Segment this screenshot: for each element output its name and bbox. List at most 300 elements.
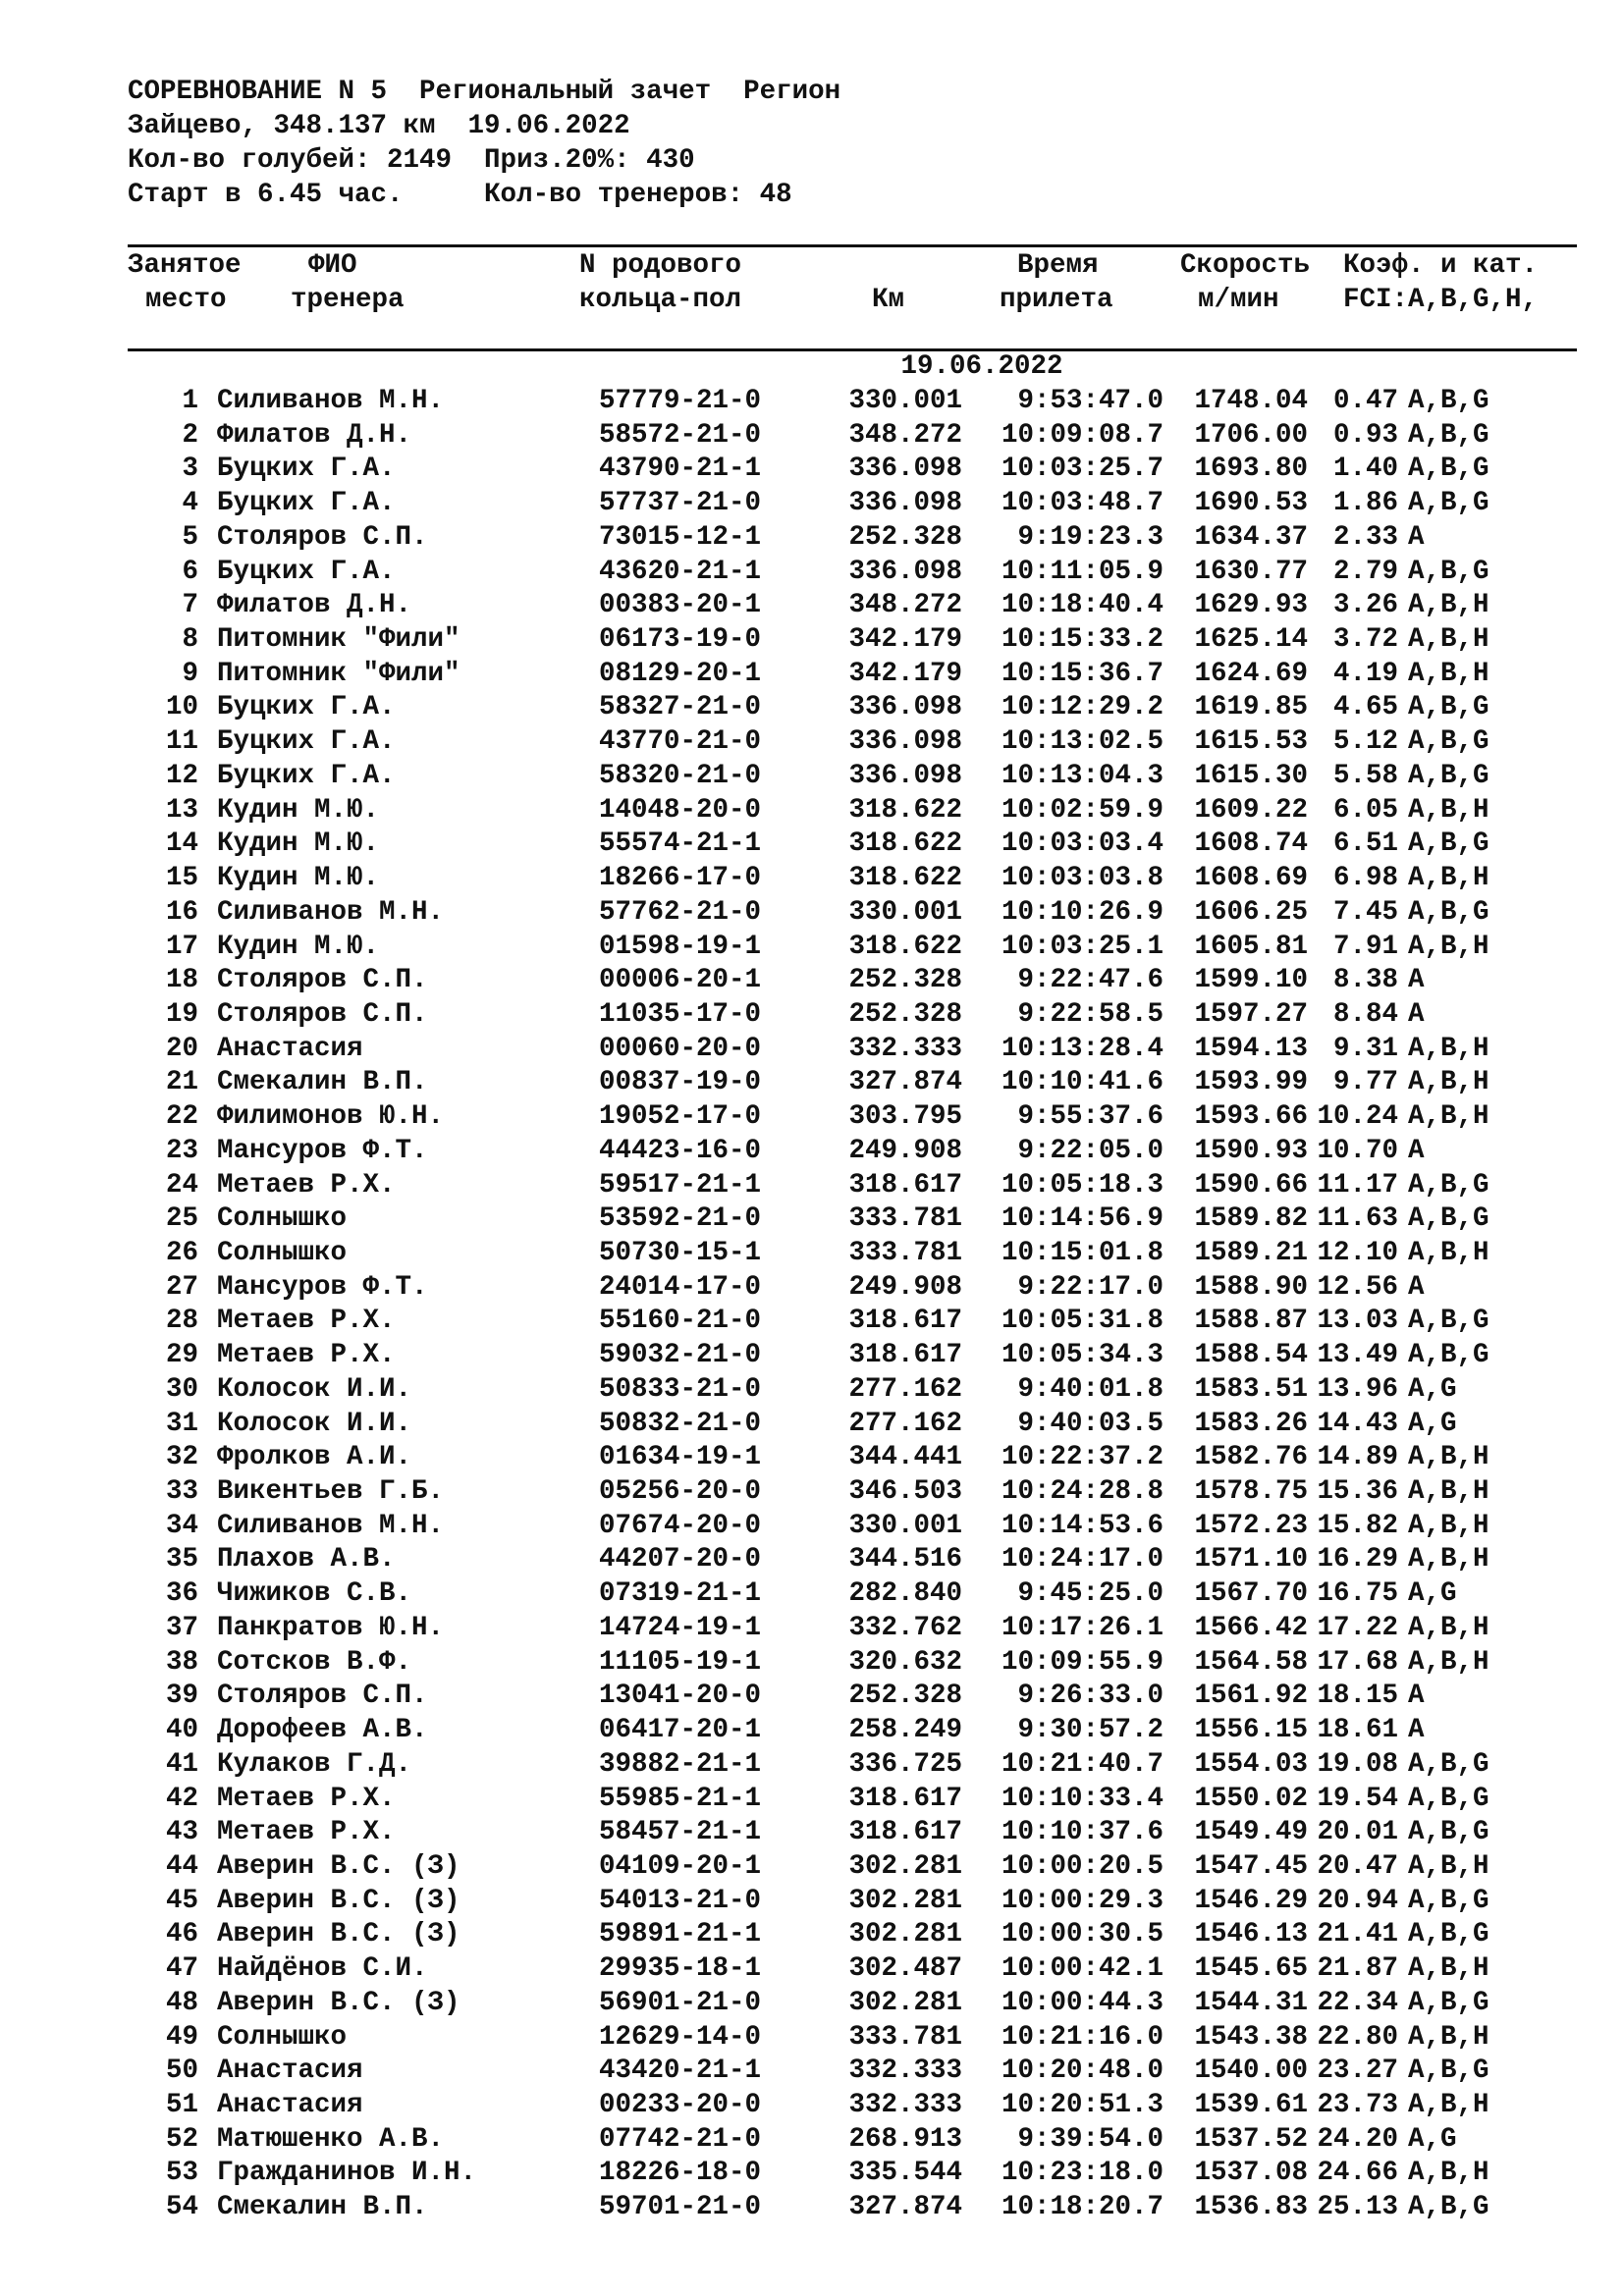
cell-trainer: Аверин В.С. (З) xyxy=(217,1987,460,2018)
cell-cat: A xyxy=(1408,965,1425,996)
cell-coef: 24.66 xyxy=(1317,2158,1398,2189)
cell-speed: 1588.54 xyxy=(1194,1340,1308,1371)
cell-place: 49 xyxy=(165,2021,198,2053)
cell-trainer: Буцких Г.А. xyxy=(217,556,396,587)
cell-place: 36 xyxy=(165,1578,198,1610)
cell-trainer: Мансуров Ф.Т. xyxy=(217,1271,428,1303)
cell-ring: 43620-21-1 xyxy=(599,556,762,587)
cell-ring: 19052-17-0 xyxy=(599,1101,762,1133)
col-speed-2: м/мин xyxy=(1198,285,1279,315)
cell-trainer: Плахов А.В. xyxy=(217,1544,396,1575)
cell-ring: 50833-21-0 xyxy=(599,1373,762,1405)
cell-speed: 1634.37 xyxy=(1194,521,1308,553)
table-row xyxy=(0,1065,1624,1099)
cell-speed: 1629.93 xyxy=(1194,590,1308,621)
cell-time: 9:26:33.0 xyxy=(1017,1681,1164,1712)
cell-time: 10:00:42.1 xyxy=(1001,1953,1164,1985)
table-row xyxy=(0,2156,1624,2190)
cell-ring: 56901-21-0 xyxy=(599,1987,762,2018)
cell-speed: 1693.80 xyxy=(1194,454,1308,485)
cell-place: 25 xyxy=(165,1203,198,1235)
cell-ring: 06173-19-0 xyxy=(599,624,762,656)
cell-cat: A,G xyxy=(1408,2123,1457,2155)
table-row xyxy=(0,555,1624,589)
cell-ring: 50832-21-0 xyxy=(599,1408,762,1439)
cell-speed: 1593.66 xyxy=(1194,1101,1308,1133)
cell-trainer: Колосок И.И. xyxy=(217,1408,412,1439)
cell-place: 41 xyxy=(165,1748,198,1780)
cell-cat: A,B,H xyxy=(1408,1033,1489,1064)
cell-time: 9:22:47.6 xyxy=(1017,965,1164,996)
cell-km: 342.179 xyxy=(848,658,962,689)
cell-ring: 59891-21-1 xyxy=(599,1919,762,1950)
cell-ring: 50730-15-1 xyxy=(599,1238,762,1268)
cell-km: 342.179 xyxy=(848,624,962,656)
cell-time: 10:10:33.4 xyxy=(1001,1783,1164,1814)
table-row xyxy=(0,1782,1624,1816)
cell-trainer: Силиванов М.Н. xyxy=(217,386,445,416)
cell-trainer: Найдёнов С.И. xyxy=(217,1953,428,1985)
cell-ring: 57762-21-0 xyxy=(599,896,762,928)
cell-speed: 1536.83 xyxy=(1194,2192,1308,2223)
pigeon-count: Кол-во голубей: 2149 Приз.20%: 430 xyxy=(128,145,695,176)
cell-speed: 1572.23 xyxy=(1194,1510,1308,1541)
cell-trainer: Сотсков В.Ф. xyxy=(217,1646,412,1678)
cell-cat: A,B,H xyxy=(1408,1544,1489,1575)
cell-speed: 1619.85 xyxy=(1194,692,1308,723)
cell-km: 333.781 xyxy=(848,1203,962,1235)
cell-coef: 6.05 xyxy=(1332,794,1398,826)
cell-km: 318.617 xyxy=(848,1817,962,1848)
table-row xyxy=(0,963,1624,997)
cell-coef: 19.08 xyxy=(1317,1748,1398,1780)
col-time-1: Время xyxy=(1017,250,1099,281)
cell-trainer: Дорофеев А.В. xyxy=(217,1715,428,1746)
cell-ring: 58457-21-1 xyxy=(599,1817,762,1848)
table-row xyxy=(0,622,1624,657)
cell-cat: A,B,G xyxy=(1408,2192,1489,2223)
cell-km: 336.098 xyxy=(848,488,962,519)
cell-km: 318.622 xyxy=(848,863,962,894)
cell-ring: 07674-20-0 xyxy=(599,1510,762,1541)
cell-cat: A,B,G xyxy=(1408,1987,1489,2018)
cell-time: 10:03:03.8 xyxy=(1001,863,1164,894)
cell-place: 4 xyxy=(182,488,198,519)
cell-speed: 1561.92 xyxy=(1194,1681,1308,1712)
cell-ring: 00006-20-1 xyxy=(599,965,762,996)
cell-ring: 00060-20-0 xyxy=(599,1033,762,1064)
cell-speed: 1615.30 xyxy=(1194,760,1308,791)
table-row xyxy=(0,1338,1624,1372)
cell-km: 335.544 xyxy=(848,2158,962,2189)
cell-time: 9:45:25.0 xyxy=(1017,1578,1164,1610)
col-coef-1: Коэф. и кат. xyxy=(1343,250,1539,281)
cell-ring: 53592-21-0 xyxy=(599,1203,762,1235)
cell-trainer: Аверин В.С. (З) xyxy=(217,1885,460,1916)
cell-place: 15 xyxy=(165,863,198,894)
cell-speed: 1593.99 xyxy=(1194,1067,1308,1098)
cell-coef: 23.27 xyxy=(1317,2056,1398,2087)
cell-coef: 12.10 xyxy=(1317,1238,1398,1268)
col-coef-2: FCI:A,B,G,H, xyxy=(1343,285,1539,315)
cell-ring: 59032-21-0 xyxy=(599,1340,762,1371)
cell-speed: 1556.15 xyxy=(1194,1715,1308,1746)
cell-cat: A,B,G xyxy=(1408,1306,1489,1337)
cell-ring: 55160-21-0 xyxy=(599,1306,762,1337)
cell-coef: 11.63 xyxy=(1317,1203,1398,1235)
cell-place: 24 xyxy=(165,1169,198,1201)
cell-place: 45 xyxy=(165,1885,198,1916)
cell-coef: 4.19 xyxy=(1332,658,1398,689)
cell-place: 31 xyxy=(165,1408,198,1439)
cell-km: 277.162 xyxy=(848,1373,962,1405)
cell-speed: 1582.76 xyxy=(1194,1442,1308,1473)
table-row xyxy=(0,1168,1624,1202)
table-row xyxy=(0,1645,1624,1680)
table-row xyxy=(0,1134,1624,1168)
cell-speed: 1589.82 xyxy=(1194,1203,1308,1235)
cell-trainer: Питомник "Фили" xyxy=(217,658,460,689)
cell-km: 302.281 xyxy=(848,1987,962,2018)
cell-time: 10:15:36.7 xyxy=(1001,658,1164,689)
table-row xyxy=(0,418,1624,453)
cell-coef: 5.58 xyxy=(1332,760,1398,791)
cell-ring: 54013-21-0 xyxy=(599,1885,762,1916)
cell-coef: 10.24 xyxy=(1317,1101,1398,1133)
cell-place: 46 xyxy=(165,1919,198,1950)
cell-place: 16 xyxy=(165,896,198,928)
cell-ring: 12629-14-0 xyxy=(599,2021,762,2053)
cell-km: 252.328 xyxy=(848,1681,962,1712)
cell-coef: 2.79 xyxy=(1332,556,1398,587)
cell-cat: A,B,G xyxy=(1408,726,1489,758)
cell-place: 9 xyxy=(182,658,198,689)
cell-ring: 05256-20-0 xyxy=(599,1476,762,1508)
cell-ring: 18266-17-0 xyxy=(599,863,762,894)
cell-km: 318.617 xyxy=(848,1783,962,1814)
cell-cat: A,B,G xyxy=(1408,1748,1489,1780)
table-row xyxy=(0,1509,1624,1543)
cell-place: 3 xyxy=(182,454,198,485)
table-row xyxy=(0,1372,1624,1407)
cell-speed: 1590.66 xyxy=(1194,1169,1308,1201)
cell-trainer: Силиванов М.Н. xyxy=(217,1510,445,1541)
table-row xyxy=(0,930,1624,964)
cell-coef: 20.47 xyxy=(1317,1850,1398,1882)
table-row xyxy=(0,1884,1624,1918)
table-row xyxy=(0,1849,1624,1884)
cell-speed: 1608.74 xyxy=(1194,828,1308,860)
cell-place: 11 xyxy=(165,726,198,758)
cell-ring: 04109-20-1 xyxy=(599,1850,762,1882)
cell-time: 9:40:01.8 xyxy=(1017,1373,1164,1405)
cell-cat: A xyxy=(1408,1271,1425,1303)
cell-ring: 14724-19-1 xyxy=(599,1612,762,1643)
cell-ring: 13041-20-0 xyxy=(599,1681,762,1712)
cell-time: 10:13:02.5 xyxy=(1001,726,1164,758)
cell-km: 330.001 xyxy=(848,386,962,416)
cell-ring: 08129-20-1 xyxy=(599,658,762,689)
cell-time: 10:13:28.4 xyxy=(1001,1033,1164,1064)
cell-cat: A,B,H xyxy=(1408,1646,1489,1678)
col-speed-1: Скорость xyxy=(1180,250,1311,281)
cell-place: 38 xyxy=(165,1646,198,1678)
cell-place: 32 xyxy=(165,1442,198,1473)
cell-coef: 16.75 xyxy=(1317,1578,1398,1610)
cell-cat: A xyxy=(1408,521,1425,553)
cell-speed: 1567.70 xyxy=(1194,1578,1308,1610)
cell-km: 320.632 xyxy=(848,1646,962,1678)
cell-cat: A,B,H xyxy=(1408,794,1489,826)
cell-ring: 00383-20-1 xyxy=(599,590,762,621)
cell-km: 252.328 xyxy=(848,965,962,996)
cell-cat: A,B,G xyxy=(1408,419,1489,451)
cell-km: 336.098 xyxy=(848,726,962,758)
cell-time: 10:00:29.3 xyxy=(1001,1885,1164,1916)
cell-ring: 73015-12-1 xyxy=(599,521,762,553)
cell-km: 336.098 xyxy=(848,760,962,791)
cell-time: 10:05:18.3 xyxy=(1001,1169,1164,1201)
cell-trainer: Буцких Г.А. xyxy=(217,760,396,791)
cell-time: 10:20:48.0 xyxy=(1001,2056,1164,2087)
cell-cat: A,B,H xyxy=(1408,1850,1489,1882)
cell-trainer: Анастасия xyxy=(217,1033,363,1064)
cell-cat: A,B,H xyxy=(1408,1612,1489,1643)
cell-cat: A,B,H xyxy=(1408,931,1489,962)
cell-ring: 00837-19-0 xyxy=(599,1067,762,1098)
cell-place: 47 xyxy=(165,1953,198,1985)
cell-trainer: Буцких Г.А. xyxy=(217,454,396,485)
cell-km: 327.874 xyxy=(848,1067,962,1098)
cell-km: 332.333 xyxy=(848,2090,962,2120)
cell-trainer: Смекалин В.П. xyxy=(217,2192,428,2223)
cell-ring: 43770-21-0 xyxy=(599,726,762,758)
table-row xyxy=(0,1407,1624,1441)
cell-speed: 1544.31 xyxy=(1194,1987,1308,2018)
cell-km: 303.795 xyxy=(848,1101,962,1133)
col-name-2: тренера xyxy=(291,285,405,315)
table-row xyxy=(0,2190,1624,2224)
cell-coef: 13.03 xyxy=(1317,1306,1398,1337)
cell-place: 12 xyxy=(165,760,198,791)
cell-time: 10:12:29.2 xyxy=(1001,692,1164,723)
cell-speed: 1625.14 xyxy=(1194,624,1308,656)
cell-trainer: Кудин М.Ю. xyxy=(217,931,380,962)
cell-km: 332.762 xyxy=(848,1612,962,1643)
cell-cat: A,B,H xyxy=(1408,1476,1489,1508)
cell-place: 27 xyxy=(165,1271,198,1303)
cell-coef: 6.98 xyxy=(1332,863,1398,894)
cell-speed: 1540.00 xyxy=(1194,2056,1308,2087)
header-rule xyxy=(128,348,1577,351)
cell-speed: 1546.29 xyxy=(1194,1885,1308,1916)
cell-cat: A,B,H xyxy=(1408,1510,1489,1541)
cell-speed: 1594.13 xyxy=(1194,1033,1308,1064)
cell-time: 10:03:48.7 xyxy=(1001,488,1164,519)
col-km: Км xyxy=(872,285,905,315)
cell-trainer: Столяров С.П. xyxy=(217,521,428,553)
cell-coef: 4.65 xyxy=(1332,692,1398,723)
cell-speed: 1690.53 xyxy=(1194,488,1308,519)
table-row xyxy=(0,724,1624,759)
cell-coef: 7.45 xyxy=(1332,896,1398,928)
cell-km: 344.516 xyxy=(848,1544,962,1575)
cell-trainer: Солнышко xyxy=(217,1238,348,1268)
cell-cat: A,B,G xyxy=(1408,1783,1489,1814)
cell-speed: 1578.75 xyxy=(1194,1476,1308,1508)
cell-speed: 1547.45 xyxy=(1194,1850,1308,1882)
cell-km: 348.272 xyxy=(848,419,962,451)
cell-place: 50 xyxy=(165,2056,198,2087)
cell-coef: 2.33 xyxy=(1332,521,1398,553)
cell-coef: 23.73 xyxy=(1317,2090,1398,2120)
cell-speed: 1597.27 xyxy=(1194,998,1308,1030)
cell-km: 302.281 xyxy=(848,1850,962,1882)
cell-km: 336.098 xyxy=(848,556,962,587)
cell-place: 14 xyxy=(165,828,198,860)
cell-trainer: Мансуров Ф.Т. xyxy=(217,1135,428,1166)
cell-coef: 6.51 xyxy=(1332,828,1398,860)
col-ring-2: кольца-пол xyxy=(579,285,742,315)
cell-coef: 9.77 xyxy=(1332,1067,1398,1098)
cell-km: 318.622 xyxy=(848,828,962,860)
cell-trainer: Питомник "Фили" xyxy=(217,624,460,656)
cell-km: 332.333 xyxy=(848,2056,962,2087)
cell-speed: 1606.25 xyxy=(1194,896,1308,928)
cell-ring: 39882-21-1 xyxy=(599,1748,762,1780)
cell-trainer: Матюшенко А.В. xyxy=(217,2123,445,2155)
cell-ring: 07319-21-1 xyxy=(599,1578,762,1610)
cell-km: 258.249 xyxy=(848,1715,962,1746)
table-row xyxy=(0,861,1624,895)
cell-km: 282.840 xyxy=(848,1578,962,1610)
cell-place: 30 xyxy=(165,1373,198,1405)
cell-time: 9:55:37.6 xyxy=(1017,1101,1164,1133)
cell-km: 249.908 xyxy=(848,1135,962,1166)
cell-trainer: Колосок И.И. xyxy=(217,1373,412,1405)
cell-coef: 7.91 xyxy=(1332,931,1398,962)
cell-coef: 15.36 xyxy=(1317,1476,1398,1508)
cell-km: 336.098 xyxy=(848,454,962,485)
cell-ring: 01634-19-1 xyxy=(599,1442,762,1473)
cell-cat: A,B,H xyxy=(1408,1067,1489,1098)
cell-trainer: Чижиков С.В. xyxy=(217,1578,412,1610)
cell-trainer: Буцких Г.А. xyxy=(217,692,396,723)
cell-km: 249.908 xyxy=(848,1271,962,1303)
cell-km: 252.328 xyxy=(848,998,962,1030)
cell-place: 6 xyxy=(182,556,198,587)
cell-coef: 12.56 xyxy=(1317,1271,1398,1303)
cell-time: 9:22:17.0 xyxy=(1017,1271,1164,1303)
cell-speed: 1564.58 xyxy=(1194,1646,1308,1678)
cell-coef: 1.40 xyxy=(1332,454,1398,485)
cell-trainer: Гражданинов И.Н. xyxy=(217,2158,477,2189)
cell-place: 44 xyxy=(165,1850,198,1882)
cell-coef: 19.54 xyxy=(1317,1783,1398,1814)
cell-cat: A,B,H xyxy=(1408,2158,1489,2189)
cell-coef: 18.15 xyxy=(1317,1681,1398,1712)
table-row xyxy=(0,1099,1624,1134)
cell-trainer: Буцких Г.А. xyxy=(217,726,396,758)
table-row xyxy=(0,1236,1624,1270)
cell-place: 37 xyxy=(165,1612,198,1643)
cell-trainer: Панкратов Ю.Н. xyxy=(217,1612,445,1643)
cell-coef: 10.70 xyxy=(1317,1135,1398,1166)
cell-cat: A,B,H xyxy=(1408,1953,1489,1985)
cell-speed: 1609.22 xyxy=(1194,794,1308,826)
cell-place: 35 xyxy=(165,1544,198,1575)
cell-place: 29 xyxy=(165,1340,198,1371)
cell-time: 9:30:57.2 xyxy=(1017,1715,1164,1746)
cell-speed: 1539.61 xyxy=(1194,2090,1308,2120)
cell-coef: 22.80 xyxy=(1317,2021,1398,2053)
cell-time: 10:09:08.7 xyxy=(1001,419,1164,451)
table-row xyxy=(0,1917,1624,1951)
cell-cat: A,B,G xyxy=(1408,386,1489,416)
cell-time: 9:22:58.5 xyxy=(1017,998,1164,1030)
cell-trainer: Викентьев Г.Б. xyxy=(217,1476,445,1508)
cell-time: 10:15:33.2 xyxy=(1001,624,1164,656)
col-place-1: Занятое xyxy=(128,250,242,281)
cell-ring: 00233-20-0 xyxy=(599,2090,762,2120)
cell-cat: A,B,G xyxy=(1408,828,1489,860)
cell-place: 19 xyxy=(165,998,198,1030)
table-row xyxy=(0,520,1624,555)
cell-coef: 18.61 xyxy=(1317,1715,1398,1746)
table-row xyxy=(0,1032,1624,1066)
cell-place: 13 xyxy=(165,794,198,826)
cell-place: 39 xyxy=(165,1681,198,1712)
cell-trainer: Метаев Р.Х. xyxy=(217,1783,396,1814)
cell-place: 52 xyxy=(165,2123,198,2155)
cell-place: 21 xyxy=(165,1067,198,1098)
cell-cat: A xyxy=(1408,1681,1425,1712)
cell-time: 10:18:40.4 xyxy=(1001,590,1164,621)
table-row xyxy=(0,1611,1624,1645)
cell-trainer: Буцких Г.А. xyxy=(217,488,396,519)
cell-km: 332.333 xyxy=(848,1033,962,1064)
cell-place: 5 xyxy=(182,521,198,553)
cell-trainer: Метаев Р.Х. xyxy=(217,1169,396,1201)
cell-trainer: Солнышко xyxy=(217,1203,348,1235)
table-row xyxy=(0,1474,1624,1509)
cell-trainer: Метаев Р.Х. xyxy=(217,1306,396,1337)
cell-trainer: Столяров С.П. xyxy=(217,1681,428,1712)
cell-coef: 13.96 xyxy=(1317,1373,1398,1405)
cell-speed: 1537.52 xyxy=(1194,2123,1308,2155)
cell-coef: 24.20 xyxy=(1317,2123,1398,2155)
cell-km: 252.328 xyxy=(848,521,962,553)
cell-ring: 57779-21-0 xyxy=(599,386,762,416)
cell-cat: A,G xyxy=(1408,1578,1457,1610)
cell-speed: 1588.87 xyxy=(1194,1306,1308,1337)
table-row xyxy=(0,1440,1624,1474)
cell-trainer: Метаев Р.Х. xyxy=(217,1817,396,1848)
cell-cat: A,G xyxy=(1408,1373,1457,1405)
table-row xyxy=(0,1270,1624,1305)
cell-place: 2 xyxy=(182,419,198,451)
cell-ring: 43790-21-1 xyxy=(599,454,762,485)
table-row xyxy=(0,690,1624,724)
cell-time: 10:00:44.3 xyxy=(1001,1987,1164,2018)
cell-place: 53 xyxy=(165,2158,198,2189)
col-place-2: место xyxy=(145,285,227,315)
cell-cat: A,B,G xyxy=(1408,1169,1489,1201)
cell-ring: 44207-20-0 xyxy=(599,1544,762,1575)
cell-time: 10:20:51.3 xyxy=(1001,2090,1164,2120)
table-row xyxy=(0,486,1624,520)
cell-trainer: Силиванов М.Н. xyxy=(217,896,445,928)
